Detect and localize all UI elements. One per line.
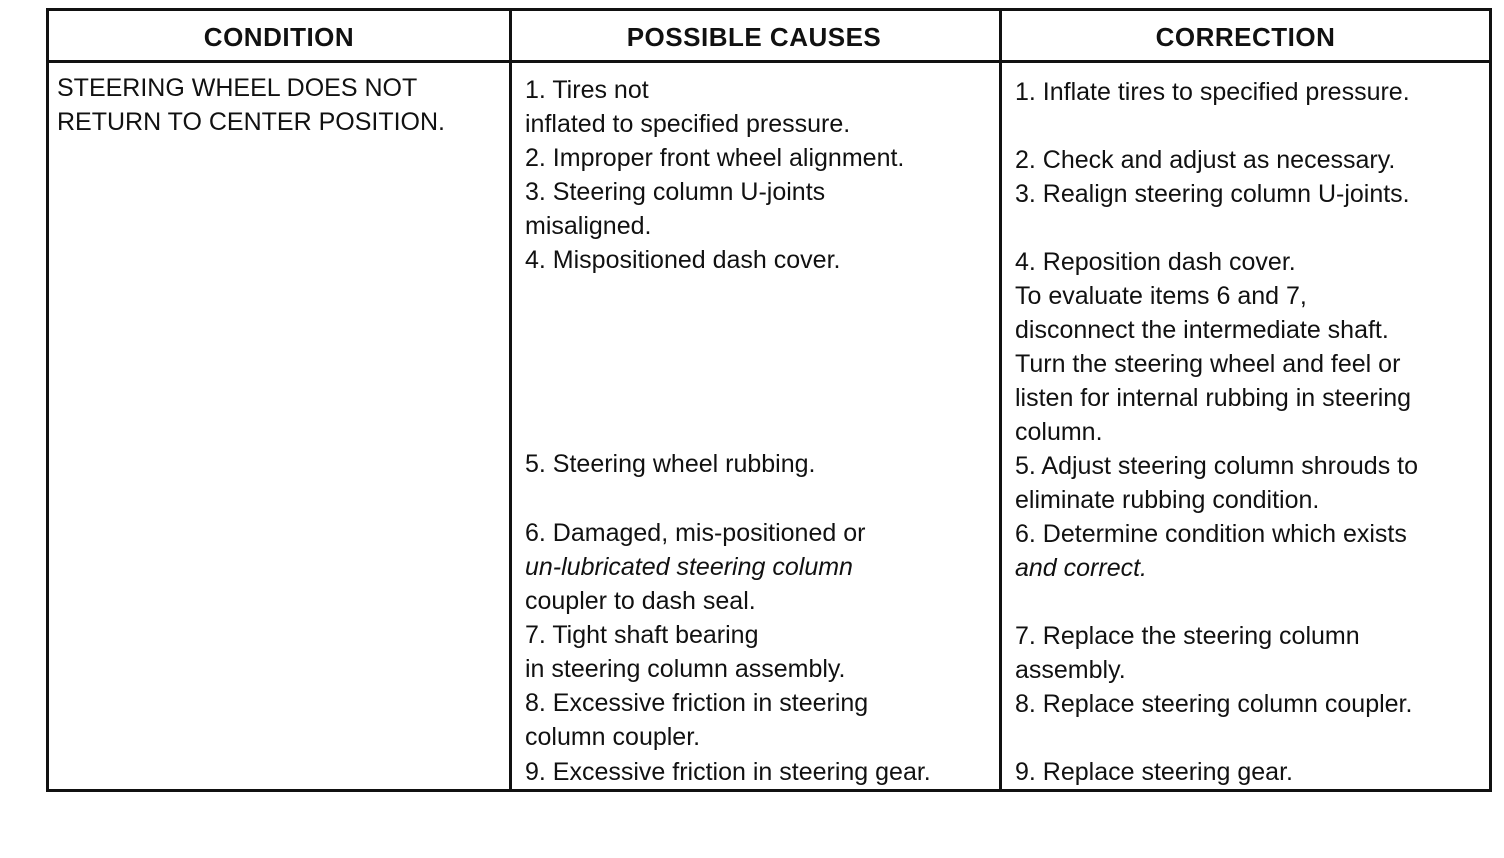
cause-6-line-1: 6. Damaged, mis-positioned or <box>525 519 866 547</box>
correction-4-line-6: column. <box>1015 418 1103 446</box>
cause-3-line-2: misaligned. <box>525 212 652 240</box>
cause-3-line-1: 3. Steering column U-joints <box>525 178 826 206</box>
correction-4-line-3: disconnect the intermediate shaft. <box>1015 316 1389 344</box>
column-divider-1 <box>509 11 512 789</box>
correction-4-line-1: 4. Reposition dash cover. <box>1015 248 1296 276</box>
correction-4-line-2: To evaluate items 6 and 7, <box>1015 282 1307 310</box>
correction-4-line-4: Turn the steering wheel and feel or <box>1015 350 1401 378</box>
cause-2: 2. Improper front wheel alignment. <box>525 144 905 172</box>
correction-3: 3. Realign steering column U-joints. <box>1015 180 1410 208</box>
cause-8-line-2: column coupler. <box>525 723 701 751</box>
cause-5: 5. Steering wheel rubbing. <box>525 450 816 478</box>
cause-1-line-1: 1. Tires not <box>525 76 649 104</box>
column-divider-2 <box>999 11 1002 789</box>
correction-5-line-2: eliminate rubbing condition. <box>1015 486 1320 514</box>
cause-6-line-3: coupler to dash seal. <box>525 587 756 615</box>
cause-7-line-1: 7. Tight shaft bearing <box>525 621 759 649</box>
cause-9: 9. Excessive friction in steering gear. <box>525 758 931 786</box>
correction-6-line-1: 6. Determine condition which exists <box>1015 520 1407 548</box>
cause-7-line-2: in steering column assembly. <box>525 655 846 683</box>
correction-7-line-2: assembly. <box>1015 656 1126 684</box>
correction-6-line-2: and correct. <box>1015 554 1148 582</box>
correction-9: 9. Replace steering gear. <box>1015 758 1293 786</box>
table-header <box>49 11 1489 63</box>
correction-1: 1. Inflate tires to specified pressure. <box>1015 78 1410 106</box>
cause-1-line-2: inflated to specified pressure. <box>525 110 851 138</box>
correction-2: 2. Check and adjust as necessary. <box>1015 146 1396 174</box>
correction-8: 8. Replace steering column coupler. <box>1015 690 1413 718</box>
cause-4: 4. Mispositioned dash cover. <box>525 246 841 274</box>
cause-6-line-2: un-lubricated steering column <box>525 553 853 581</box>
correction-7-line-1: 7. Replace the steering column <box>1015 622 1360 650</box>
header-possible-causes: POSSIBLE CAUSES <box>626 22 882 52</box>
correction-5-line-1: 5. Adjust steering column shrouds to <box>1015 452 1419 480</box>
correction-4-line-5: listen for internal rubbing in steering <box>1015 384 1412 412</box>
cause-8-line-1: 8. Excessive friction in steering <box>525 689 869 717</box>
diagnosis-table <box>46 8 1492 792</box>
header-condition: CONDITION <box>203 22 355 52</box>
header-correction: CORRECTION <box>1155 22 1336 52</box>
condition-text: STEERING WHEEL DOES NOT RETURN TO CENTER POSITION. <box>57 74 446 136</box>
